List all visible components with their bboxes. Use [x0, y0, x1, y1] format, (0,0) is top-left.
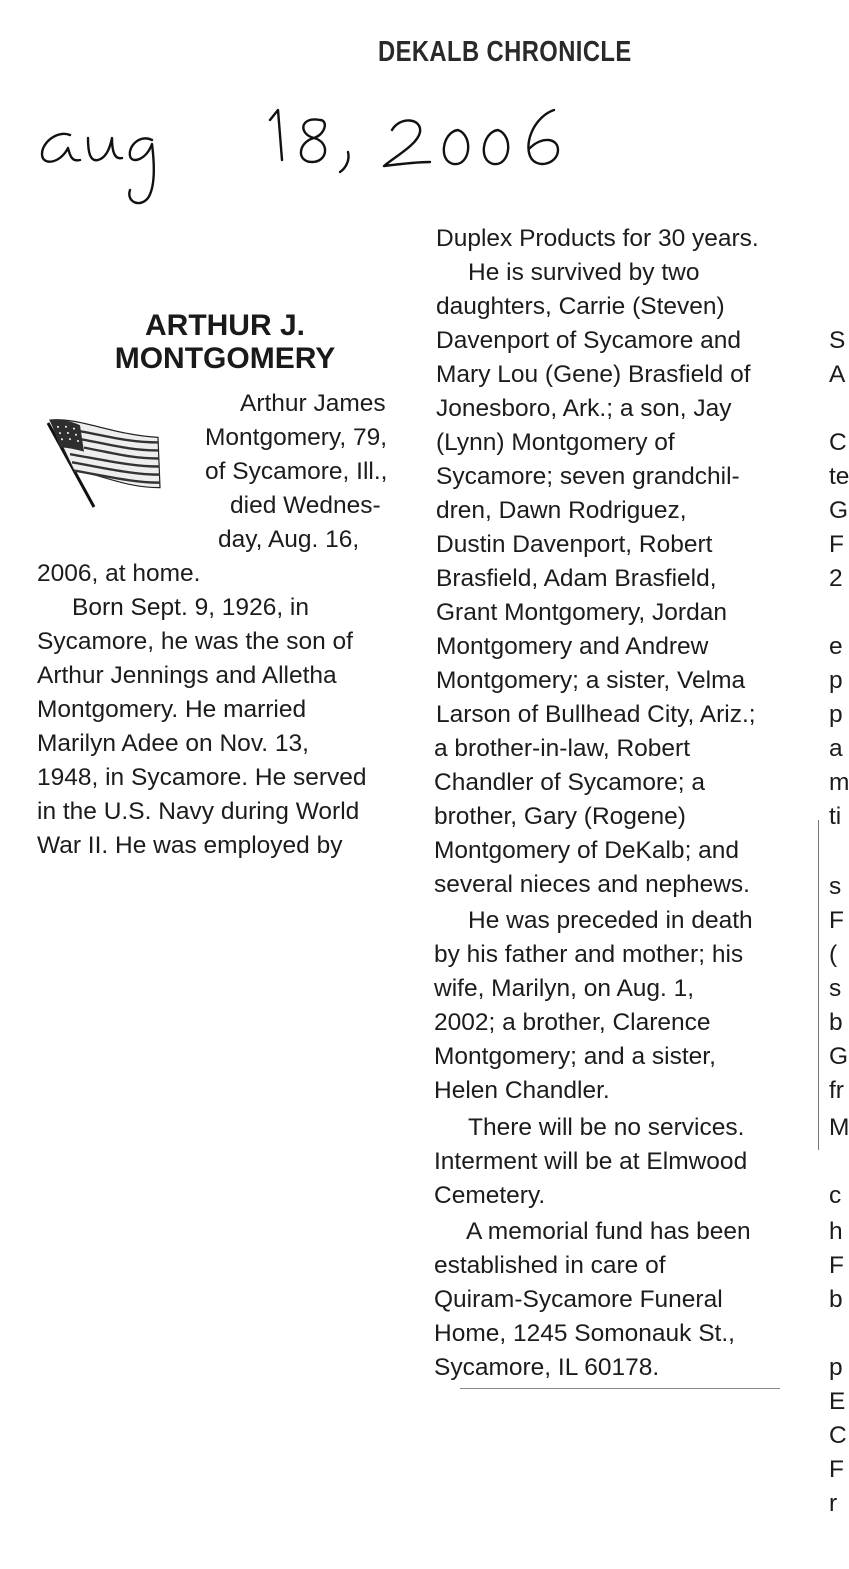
- col2-line: several nieces and nephews.: [434, 871, 750, 898]
- col3-fragment: r: [829, 1490, 838, 1517]
- col1-wrap-line: Arthur James: [240, 390, 386, 417]
- col3-fragment: fr: [829, 1077, 844, 1104]
- col1-line: Marilyn Adee on Nov. 13,: [37, 730, 309, 757]
- col3-fragment: s: [829, 975, 842, 1002]
- col1-line: 1948, in Sycamore. He served: [37, 764, 367, 791]
- col2-line: brother, Gary (Rogene): [434, 803, 686, 830]
- col1-line: War II. He was employed by: [37, 832, 343, 859]
- col3-fragment: p: [829, 701, 843, 728]
- col1-line: 2006, at home.: [37, 560, 201, 587]
- col3-fragment: h: [829, 1218, 843, 1245]
- col3-fragment: A: [829, 361, 846, 388]
- col2-line: Brasfield, Adam Brasfield,: [436, 565, 717, 592]
- col2-line: 2002; a brother, Clarence: [434, 1009, 711, 1036]
- col2-line: He was preceded in death: [468, 907, 753, 934]
- col2-line: (Lynn) Montgomery of: [436, 429, 675, 456]
- col3-fragment: s: [829, 873, 842, 900]
- col3-fragment: c: [829, 1182, 842, 1209]
- col1-wrap-line: of Sycamore, Ill.,: [205, 458, 388, 485]
- col2-line: Cemetery.: [434, 1182, 546, 1209]
- col2-line: Home, 1245 Somonauk St.,: [434, 1320, 735, 1347]
- col2-line: Interment will be at Elmwood: [434, 1148, 748, 1175]
- col2-line: dren, Dawn Rodriguez,: [436, 497, 687, 524]
- col3-fragment: a: [829, 735, 843, 762]
- col3-fragment: E: [829, 1388, 846, 1415]
- col2-line: Larson of Bullhead City, Ariz.;: [436, 701, 756, 728]
- col3-fragment: F: [829, 531, 844, 558]
- col3-fragment: m: [829, 769, 849, 796]
- col1-wrap-line: day, Aug. 16,: [218, 526, 360, 553]
- col3-fragment: ti: [829, 803, 842, 830]
- col3-fragment: 2: [829, 565, 843, 592]
- col2-line: Duplex Products for 30 years.: [436, 225, 759, 252]
- col3-fragment: b: [829, 1009, 843, 1036]
- col3-fragment: te: [829, 463, 849, 490]
- col2-line: Sycamore; seven grandchil-: [436, 463, 740, 490]
- col2-line: Mary Lou (Gene) Brasfield of: [436, 361, 751, 388]
- col2-line: Sycamore, IL 60178.: [434, 1354, 660, 1381]
- col2-line: wife, Marilyn, on Aug. 1,: [434, 975, 695, 1002]
- col3-fragment: e: [829, 633, 843, 660]
- col2-line: Montgomery; a sister, Velma: [436, 667, 746, 694]
- col3-fragment: G: [829, 1043, 849, 1070]
- col2-line: Montgomery of DeKalb; and: [434, 837, 740, 864]
- col2-line: He is survived by two: [468, 259, 700, 286]
- col2-line: Davenport of Sycamore and: [436, 327, 742, 354]
- clipped-line-fragment: [460, 1388, 780, 1389]
- col3-fragment: b: [829, 1286, 843, 1313]
- col3-fragment: F: [829, 907, 844, 934]
- col3-fragment: F: [829, 1456, 844, 1483]
- col2-line: daughters, Carrie (Steven): [436, 293, 725, 320]
- handwritten-date: [30, 90, 570, 210]
- col3-fragment: C: [829, 1422, 847, 1449]
- american-flag-icon: [40, 415, 166, 510]
- col2-line: Grant Montgomery, Jordan: [436, 599, 727, 626]
- column-divider: [818, 820, 819, 1150]
- col3-fragment: M: [829, 1114, 849, 1141]
- col2-line: Montgomery; and a sister,: [434, 1043, 716, 1070]
- col1-line: Born Sept. 9, 1926, in: [72, 594, 309, 621]
- col2-line: A memorial fund has been: [466, 1218, 751, 1245]
- col3-fragment: G: [829, 497, 849, 524]
- col2-line: Montgomery and Andrew: [436, 633, 709, 660]
- col1-line: Arthur Jennings and Alletha: [37, 662, 337, 689]
- col2-line: Quiram-Sycamore Funeral: [434, 1286, 723, 1313]
- obituary-headline-line1: ARTHUR J.: [144, 309, 305, 342]
- col2-line: Chandler of Sycamore; a: [434, 769, 705, 796]
- col2-line: a brother-in-law, Robert: [434, 735, 691, 762]
- col1-wrap-line: Montgomery, 79,: [205, 424, 388, 451]
- col2-line: by his father and mother; his: [434, 941, 744, 968]
- col2-line: There will be no services.: [468, 1114, 745, 1141]
- col3-fragment: p: [829, 667, 843, 694]
- col2-line: Helen Chandler.: [434, 1077, 610, 1104]
- col3-fragment: F: [829, 1252, 844, 1279]
- col2-line: Jonesboro, Ark.; a son, Jay: [436, 395, 732, 422]
- col3-fragment: C: [829, 429, 847, 456]
- col1-line: Montgomery. He married: [37, 696, 307, 723]
- col1-line: in the U.S. Navy during World: [37, 798, 360, 825]
- col1-line: Sycamore, he was the son of: [37, 628, 353, 655]
- col1-wrap-line: died Wednes-: [230, 492, 381, 519]
- col3-fragment: p: [829, 1354, 843, 1381]
- col3-fragment: S: [829, 327, 846, 354]
- col2-line: Dustin Davenport, Robert: [436, 531, 713, 558]
- newspaper-masthead: DEKALB CHRONICLE: [378, 36, 632, 68]
- col3-fragment: (: [829, 941, 838, 968]
- col2-line: established in care of: [434, 1252, 666, 1279]
- obituary-headline-line2: MONTGOMERY: [114, 342, 336, 375]
